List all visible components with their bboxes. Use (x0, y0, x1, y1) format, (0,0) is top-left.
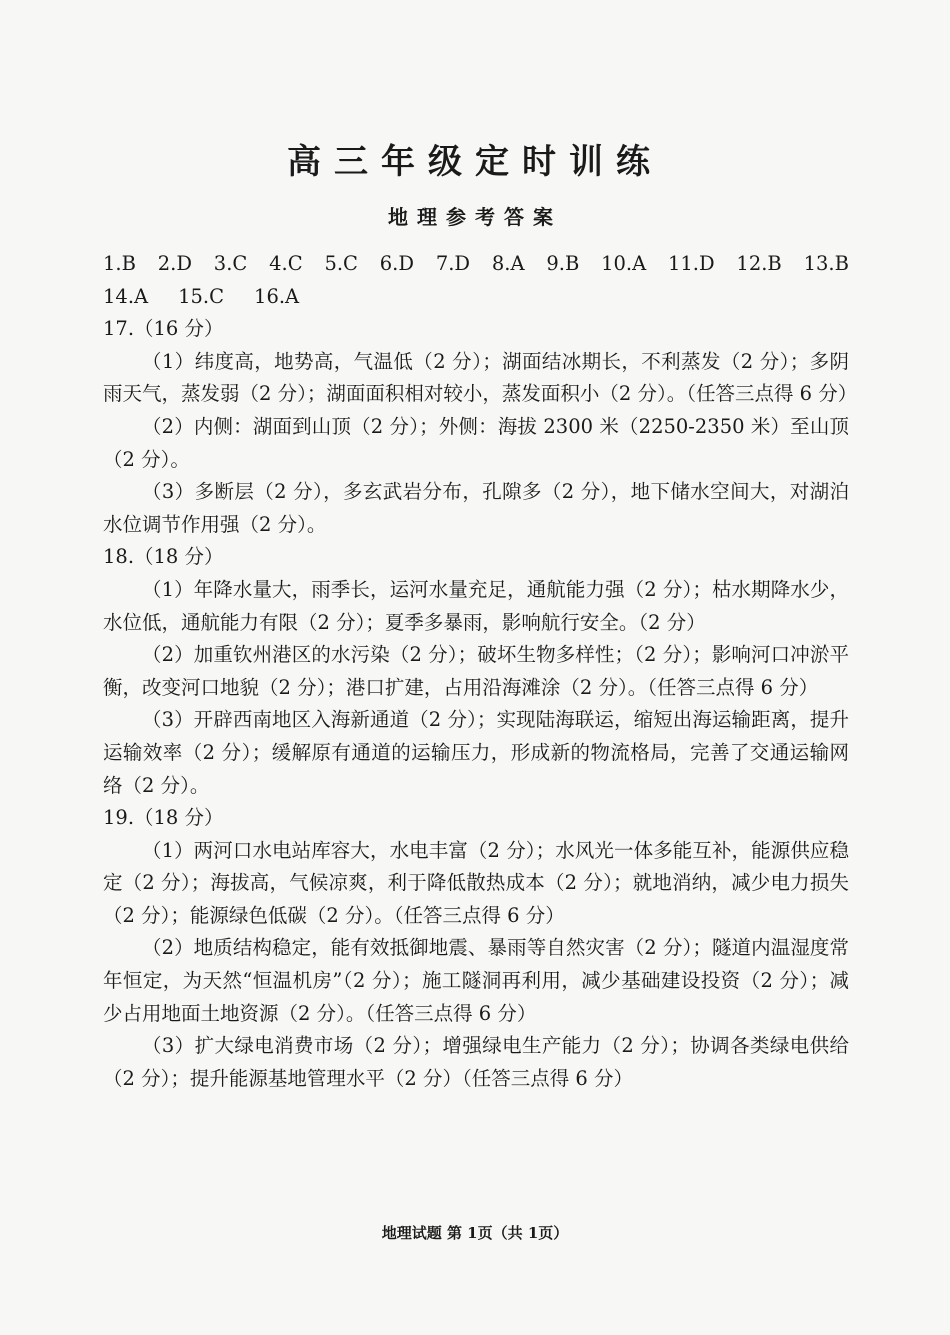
answer-part: （3）多断层（2 分），多玄武岩分布，孔隙多（2 分），地下储水空间大，对湖泊水位调节作用强（2 分）。 (103, 480, 849, 536)
choice-answer: 13.B (803, 252, 849, 275)
question-18 (103, 541, 849, 802)
answer-content (103, 248, 858, 1095)
choice-answer: 4.C (269, 252, 303, 275)
answer-part: （1）年降水量大，雨季长，运河水量充足，通航能力强（2 分）；枯水期降水少，水位低，通航能力有限（2 分）；夏季多暴雨，影响航行安全。（2 分） (103, 577, 849, 634)
question-heading: 19.（18 分） (103, 806, 224, 830)
answer-part: （1）两河口水电站库容大，水电丰富（2 分）；水风光一体多能互补，能源供应稳定（2 分）；海拔高，气候凉爽，利于降低散热成本（2 分）；就地消纳，减少电力损失（2 分）；能源绿色低碳（2 分）。（任答三点得 6 分） (103, 838, 849, 927)
choice-answer: 6.D (379, 252, 415, 275)
answer-part: （1）纬度高，地势高，气温低（2 分）；湖面结冰期长，不利蒸发（2 分）；多阴雨天气，蒸发弱（2 分）；湖面面积相对较小，蒸发面积小（2 分）。（任答三点得 6 分） (103, 349, 858, 406)
choice-answer: 11.D (667, 252, 715, 275)
choice-answer: 12.B (736, 252, 782, 275)
choice-answers-row-2 (103, 281, 849, 314)
choice-answer: 16.A (254, 284, 300, 308)
choice-answer: 14.A (103, 284, 149, 308)
answer-part: （2）加重钦州港区的水污染（2 分）；破坏生物多样性；（2 分）；影响河口冲淤平衡，改变河口地貌（2 分）；港口扩建，占用沿海滩涂（2 分）。（任答三点得 6 分） (103, 643, 849, 699)
choice-answer: 2.D (157, 252, 192, 275)
choice-answer: 7.D (435, 252, 471, 275)
answer-part: （3）扩大绿电消费市场（2 分）；增强绿电生产能力（2 分）；协调各类绿电供给（2 分）；提升能源基地管理水平（2 分）（任答三点得 6 分） (103, 1034, 849, 1090)
choice-answer: 5.C (324, 252, 358, 275)
choice-answer: 8.A (491, 252, 525, 275)
choice-answer: 9.B (546, 252, 580, 275)
question-heading: 17.（16 分） (103, 317, 224, 341)
answer-part: （2）内侧：湖面到山顶（2 分）；外侧：海拔 2300 米（2250-2350 米）至山顶（2 分）。 (103, 414, 849, 471)
choice-answer: 1.B (103, 252, 136, 275)
page-subtitle: 地理参考答案 (388, 205, 562, 229)
answer-part: （3）开辟西南地区入海新通道（2 分）；实现陆海联运，缩短出海运输距离，提升运输效率（2 分）；缓解原有通道的运输压力，形成新的物流格局，完善了交通运输网络（2 分）。 (103, 708, 849, 797)
choice-answer: 3.C (213, 252, 248, 275)
question-17 (103, 313, 858, 541)
choice-answers-row-1 (103, 248, 849, 281)
question-heading: 18.（18 分） (103, 545, 224, 569)
question-19 (103, 802, 849, 1095)
page-footer: 地理试题 第 1页（共 1页） (381, 1224, 569, 1242)
choice-answer: 15.C (178, 284, 225, 308)
page-title: 高三年级定时训练 (287, 142, 663, 182)
choice-answer: 10.A (601, 252, 647, 275)
answer-part: （2）地质结构稳定，能有效抵御地震、暴雨等自然灾害（2 分）；隧道内温湿度常年恒定，为天然“恒温机房”（2 分）；施工隧洞再利用，减少基础建设投资（2 分）；减少占用地面土地资源（2 分）。（任答三点得 6 分） (103, 936, 849, 1025)
